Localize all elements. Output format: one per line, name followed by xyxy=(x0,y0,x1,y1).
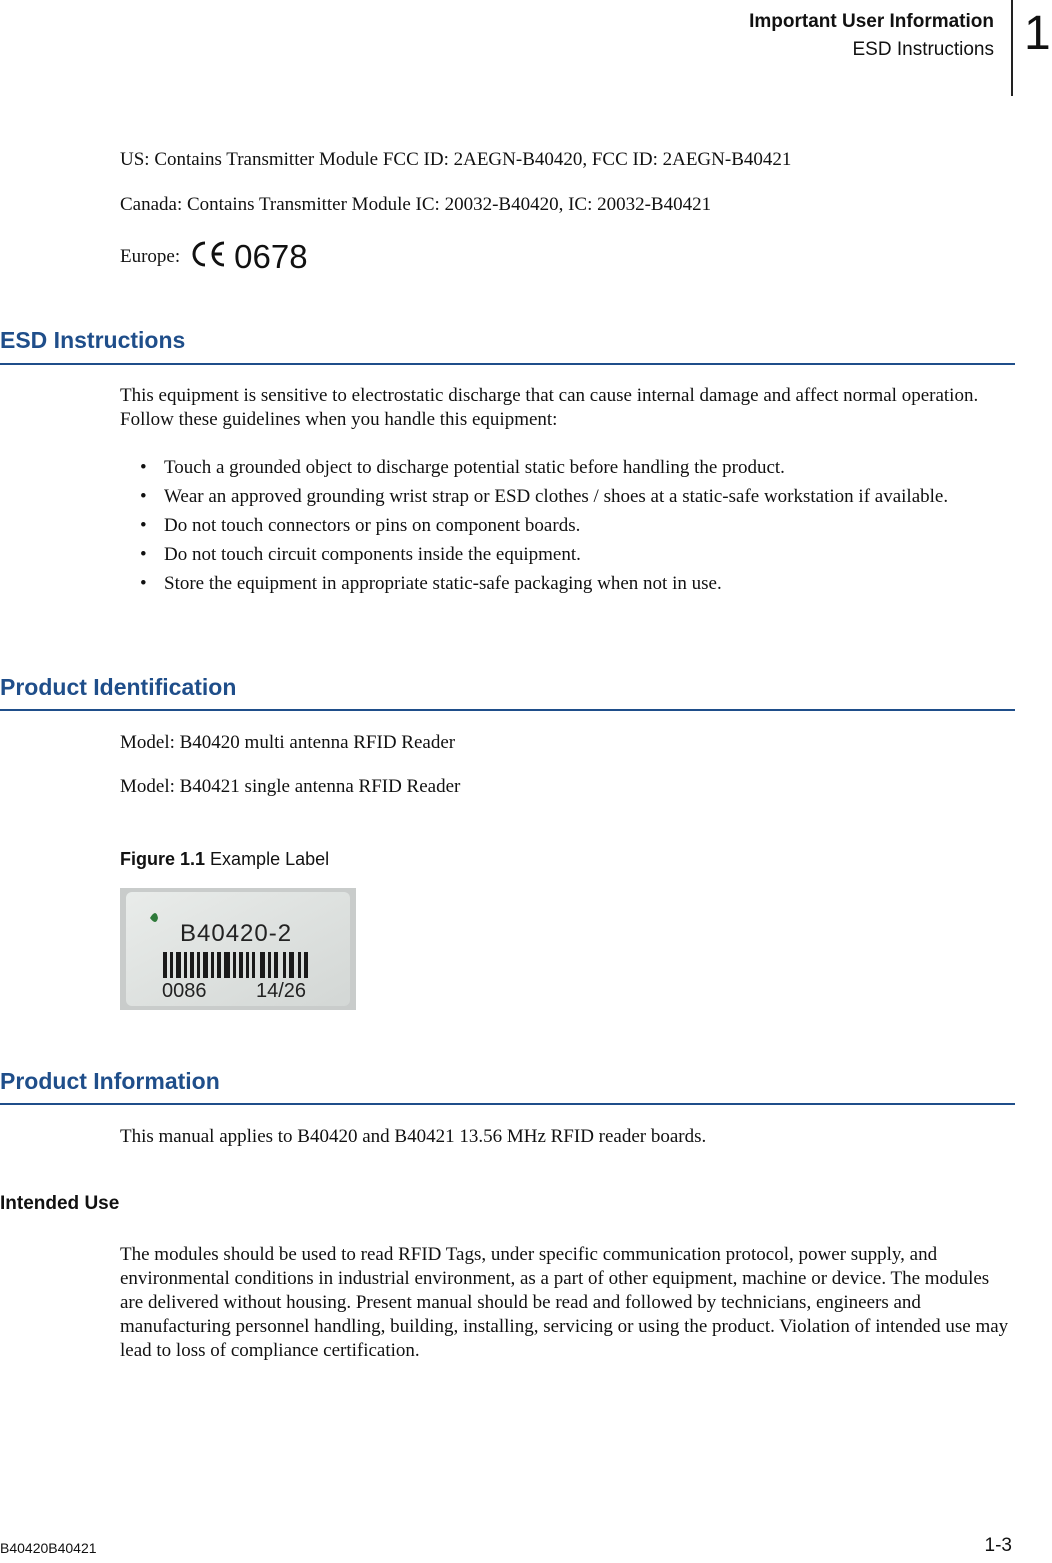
intended-use-text: The modules should be used to read RFID Tags, under specific communication protocol, power supply, and environmental conditions in industrial environment, as a part of other equipment, machine or device. The modules are delivered without housing. Present manual should be read and followed by technicians, engineers and manufacturing personnel handling, building, installing, servicing or using the product. Violation of intended use may lead to loss of compliance certification. xyxy=(120,1244,1009,1361)
list-item: • Wear an approved grounding wrist strap or ESD clothes / shoes at a static-safe workstation if available. xyxy=(140,486,949,507)
figure-title: Example Label xyxy=(210,849,330,869)
list-item: • Touch a grounded object to discharge potential static before handling the product. xyxy=(140,457,785,478)
list-item: • Do not touch circuit components inside the equipment. xyxy=(140,544,581,565)
esd-guidelines-list xyxy=(120,456,1000,601)
europe-label: Europe: xyxy=(120,246,181,267)
product-information-rule xyxy=(0,1103,1015,1105)
europe-statement xyxy=(120,240,720,274)
product-identification-rule xyxy=(0,709,1015,711)
product-information-text: This manual applies to B40420 and B40421 13.56 MHz RFID reader boards. xyxy=(120,1126,707,1147)
product-information-heading: Product Information xyxy=(0,1068,220,1094)
ce-notified-body-number: 0678 xyxy=(234,238,308,275)
header-subsection: ESD Instructions xyxy=(852,39,994,60)
product-identification-heading: Product Identification xyxy=(0,674,237,700)
header-section: Important User Information xyxy=(749,11,994,32)
esd-heading: ESD Instructions xyxy=(0,327,186,353)
chapter-divider xyxy=(1011,0,1013,96)
figure-caption xyxy=(120,849,329,870)
list-item: • Store the equipment in appropriate static-safe packaging when not in use. xyxy=(140,573,722,594)
page-number: 1-3 xyxy=(984,1535,1012,1556)
running-header xyxy=(749,8,994,64)
list-item: • Do not touch connectors or pins on component boards. xyxy=(140,515,581,536)
model-b40420: Model: B40420 multi antenna RFID Reader xyxy=(120,732,456,753)
ce-mark-icon xyxy=(188,239,228,276)
example-label-image xyxy=(120,888,356,1010)
figure-number: Figure 1.1 xyxy=(120,849,206,869)
esd-intro: This equipment is sensitive to electrostatic discharge that can cause internal damage and affect normal operation. Follow these guidelines when you handle this equipment: xyxy=(120,385,979,430)
label-model-text: B40420-2 xyxy=(180,920,293,947)
document-id: B40420B40421 xyxy=(0,1540,97,1556)
intended-use-heading: Intended Use xyxy=(0,1193,120,1214)
ic-statement: Canada: Contains Transmitter Module IC: 20032-B40420, IC: 20032-B40421 xyxy=(120,194,712,215)
esd-heading-rule xyxy=(0,363,1015,365)
label-code-text: 0086 xyxy=(162,980,207,1002)
fcc-statement: US: Contains Transmitter Module FCC ID: 2AEGN-B40420, FCC ID: 2AEGN-B40421 xyxy=(120,149,792,170)
chapter-number: 1 xyxy=(1024,7,1051,60)
model-b40421: Model: B40421 single antenna RFID Reader xyxy=(120,776,461,797)
label-date-text: 14/26 xyxy=(256,980,307,1002)
